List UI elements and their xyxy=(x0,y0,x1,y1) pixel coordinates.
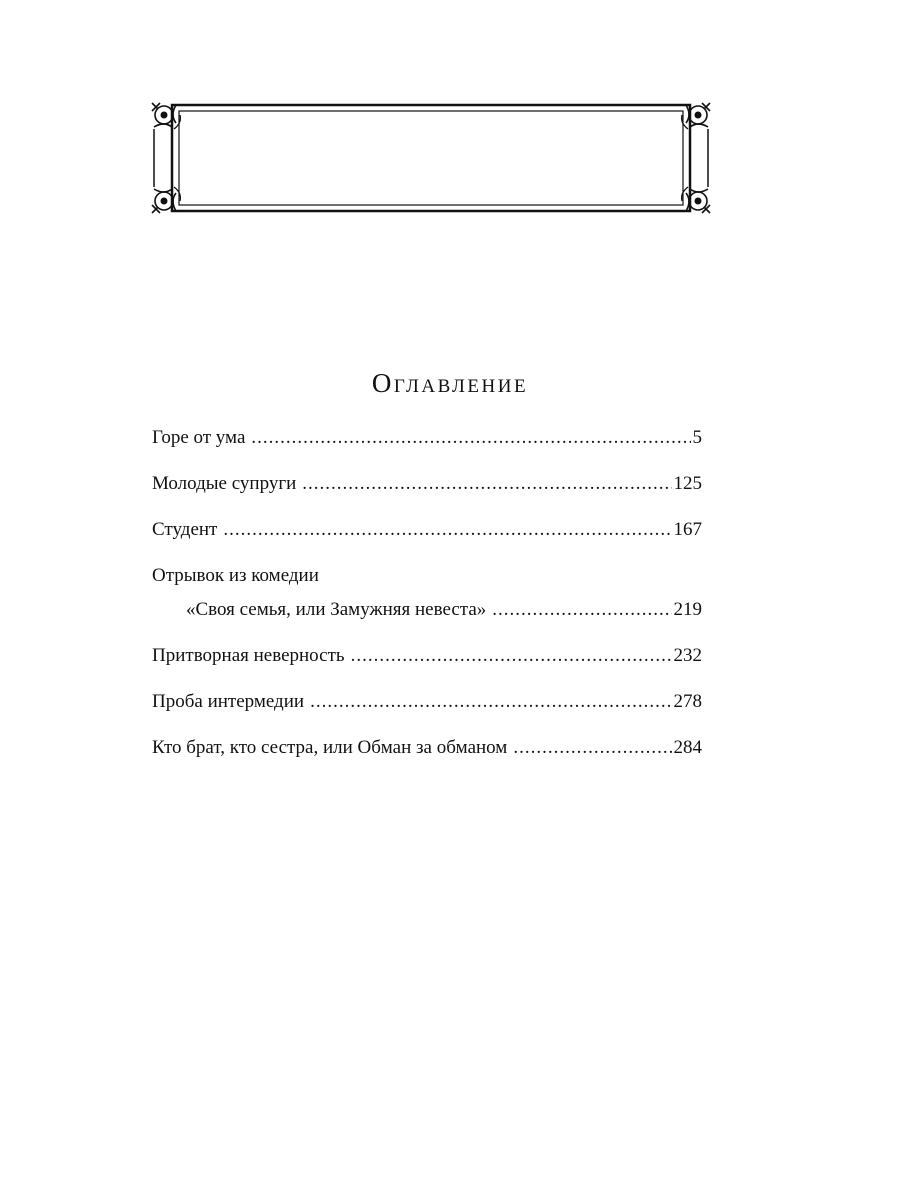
toc-entry-title: Горе от ума xyxy=(152,427,246,448)
dot-leader xyxy=(223,516,671,544)
toc-entry[interactable] xyxy=(152,688,702,716)
toc-entry[interactable] xyxy=(152,516,702,544)
toc-entry-title: Молодые супруги xyxy=(152,473,297,494)
toc-entry-title: Студент xyxy=(152,519,218,540)
toc-entry-title: Притворная неверность xyxy=(152,645,345,666)
toc-heading: Оглавление xyxy=(371,368,529,398)
toc-entry[interactable] xyxy=(152,734,702,762)
toc-entry-page: 219 xyxy=(673,599,702,620)
dot-leader xyxy=(351,642,672,670)
toc-entry-title: Отрывок из комедии xyxy=(152,565,319,586)
toc-entry[interactable] xyxy=(152,642,702,670)
toc-entry-page: 284 xyxy=(673,737,702,758)
toc-list xyxy=(152,424,702,780)
toc-entry-page: 232 xyxy=(673,645,702,666)
toc-entry-title: Проба интермедии xyxy=(152,691,305,712)
dot-leader xyxy=(513,734,671,762)
dot-leader xyxy=(492,596,671,624)
dot-leader xyxy=(251,424,690,452)
toc-entry-page: 278 xyxy=(673,691,702,712)
dot-leader xyxy=(302,470,671,498)
toc-entry-subtitle: «Своя семья, или Замужняя невеста» xyxy=(186,599,487,620)
toc-entry[interactable] xyxy=(152,470,702,498)
toc-entry-page: 125 xyxy=(673,473,702,494)
toc-entry-subline xyxy=(152,596,702,624)
toc-entry-page: 5 xyxy=(692,427,702,448)
dot-leader xyxy=(310,688,671,716)
ornamental-frame-icon xyxy=(150,101,712,215)
toc-entry[interactable] xyxy=(152,424,702,452)
toc-entry-page: 167 xyxy=(673,519,702,540)
toc-entry[interactable] xyxy=(152,562,702,624)
toc-entry-title: Кто брат, кто сестра, или Обман за обманом xyxy=(152,737,508,758)
